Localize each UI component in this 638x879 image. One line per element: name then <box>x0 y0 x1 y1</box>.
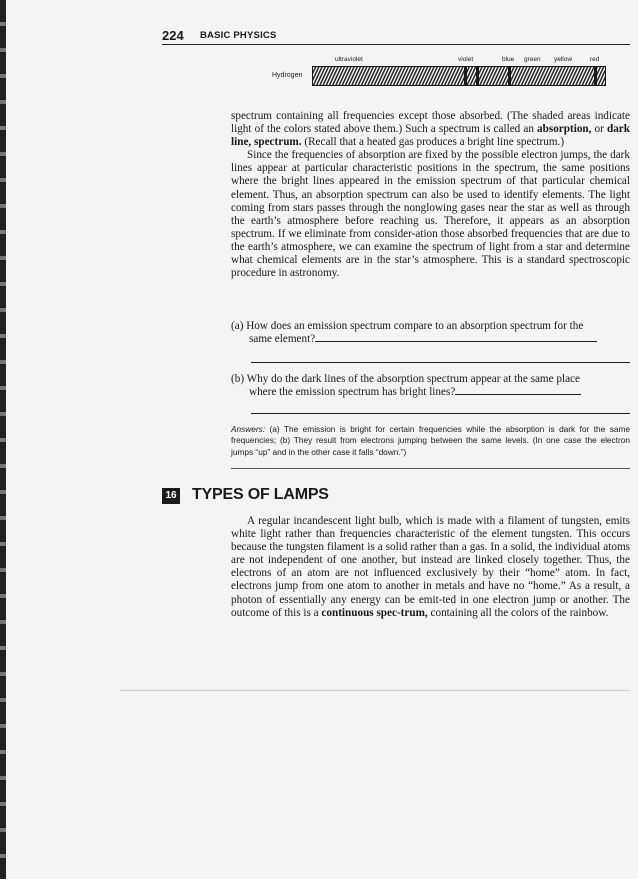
question-a <box>231 320 630 346</box>
page-binding-edge <box>0 0 6 879</box>
term-absorption: absorption, <box>537 123 592 136</box>
answer-b-rule[interactable] <box>251 413 630 414</box>
absorption-line-violet-2 <box>476 67 479 85</box>
answers-label: Answers: <box>231 424 266 434</box>
answer-b-blank[interactable] <box>455 394 581 395</box>
absorption-line-blue <box>508 67 511 85</box>
question-a-line2: same element? <box>249 333 316 346</box>
section-number-badge: 16 <box>162 488 180 504</box>
label-blue: blue <box>502 56 515 63</box>
section-paragraph <box>231 515 630 620</box>
absorption-line-violet <box>464 67 467 85</box>
footer-rule <box>120 690 630 691</box>
intro-text-3: (Recall that a heated gas produces a bright line spectrum.) <box>301 136 565 149</box>
answers-block <box>231 424 630 458</box>
section-text-2: containing all the colors of the rainbow. <box>427 606 609 619</box>
page-number: 224 <box>162 28 184 43</box>
answer-a-blank[interactable] <box>315 341 597 342</box>
question-b-line1: (b) Why do the dark lines of the absorption spectrum appear at the same place <box>231 373 580 385</box>
answer-a-rule[interactable] <box>251 362 630 363</box>
section-divider <box>231 468 630 469</box>
label-green: green <box>524 56 541 63</box>
label-red: red <box>590 56 600 63</box>
section-title: TYPES OF LAMPS <box>192 486 329 503</box>
label-yellow: yellow <box>554 56 573 63</box>
question-b-line2: where the emission spectrum has bright lines? <box>249 386 456 399</box>
paragraph-absorption-lines: Since the frequencies of absorption are fixed by the possible electron jumps, the dark lines appear at particular characteristic positions in the spectrum, the same positions where the bright lines appeared in the emission spectrum of that particular chemical element. Thus, an absorption spectrum can also be used to identify elements. The light coming from stars passes through the nonglowing gases near the star as well as through the earth’s atmosphere before reaching us. Therefore, it appears as an absorption spectrum. If we eliminate from consider-ation those absorbed frequencies that are due to the earth’s atmosphere, we can examine the spectrum of light from a star and determine what chemical elements are in the star’s atmosphere. This is a standard spectroscopic procedure in astronomy. <box>231 149 630 280</box>
page-header <box>162 28 630 45</box>
answers-text: (a) The emission is bright for certain frequencies while the absorption is dark for the same frequencies; (b) They result from electrons jumping between the same levels. (In one case the electron jumps “up” and in the other case it falls “down.”) <box>231 424 630 457</box>
intro-text-1: spectrum containing all frequencies except those absorbed. (The shaded areas indicate light of the colors stated above them.) Such a spectrum is called an <box>231 110 630 136</box>
label-ultraviolet: ultraviolet <box>335 56 363 63</box>
term-dark-line-spectrum: dark line, spectrum. <box>231 123 630 149</box>
section-text-1: A regular incandescent light bulb, which is made with a filament of tungsten, emits white light rather than frequencies characteristic of the element tungsten. This occurs because the tungsten filament is a solid rather than a gas. In a solid, the individual atoms are not independent of one another, but instead are linked closely together. Thus, the electrons of an atom are not influenced exclusively by their “home” atom. In fact, electrons jump from one atom to another in metals and have no “home.” As a result, a photon of essentially any energy can be emit-ted in one electron jump or another. The outcome of this is a <box>231 515 630 619</box>
hydrogen-row-label: Hydrogen <box>272 72 303 79</box>
label-violet: violet <box>458 56 474 63</box>
term-continuous-spectrum: continuous spec-trum, <box>321 606 428 619</box>
intro-paragraph <box>231 110 630 280</box>
absorption-line-red <box>594 67 597 85</box>
question-b <box>231 373 630 399</box>
hydrogen-absorption-spectrum-bar <box>312 66 606 86</box>
question-a-line1: (a) How does an emission spectrum compare to an absorption spectrum for the <box>231 320 584 332</box>
intro-text-2: or <box>591 123 607 136</box>
running-head: BASIC PHYSICS <box>200 30 277 41</box>
